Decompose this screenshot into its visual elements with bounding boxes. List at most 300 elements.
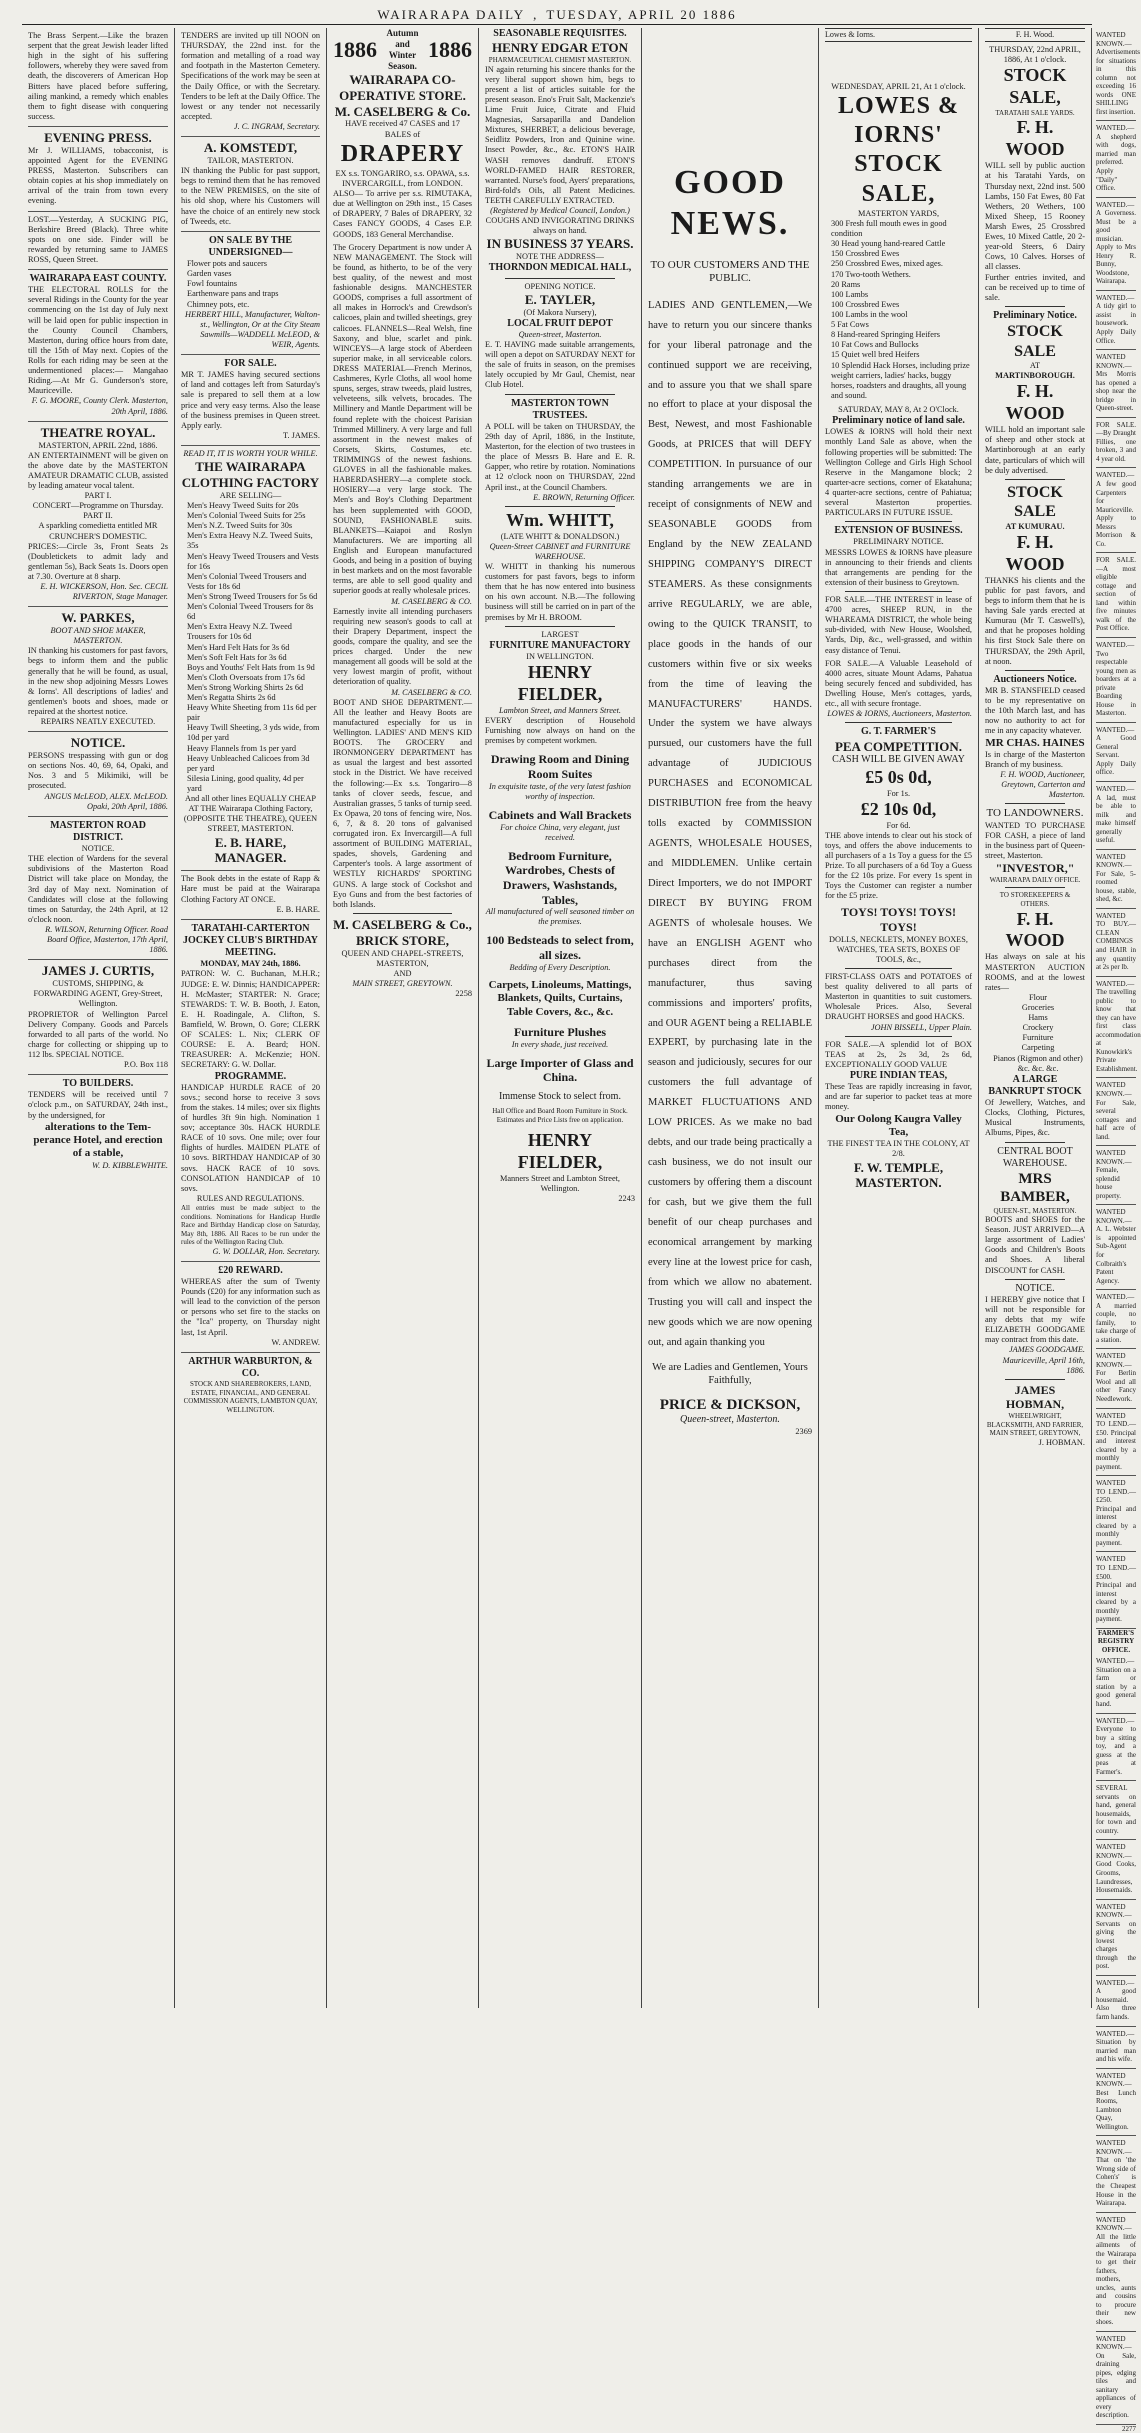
- pure-teas: PURE INDIAN TEAS,: [849, 1070, 948, 1082]
- theatre-prices: PRICES:—Circle 3s, Front Seats 2s (Doubletickets to admit lady and gentleman 5s), Back Seats 1s. Doors open at 7.30. Overture at 8 sharp.: [28, 541, 168, 581]
- whitt-title: Wm. WHITT,: [506, 509, 614, 530]
- curtis-ad: [28, 960, 168, 1075]
- road-body: THE election of Wardens for the several subdivisions of the Masterton Road District will take place on Monday, the 3rd day of May next. Nomination of Candidates will close at the following times on Saturday, the 24th April, at 12 o'clock noon.: [28, 854, 168, 924]
- taylor-title: E. TAYLER,: [524, 291, 596, 307]
- haines-body: Is in charge of the Masterton Branch of my business.: [985, 749, 1085, 770]
- wood-date: THURSDAY, 22nd APRIL, 1886, At 1 o'clock.: [989, 44, 1081, 64]
- pea-body: THE above intends to clear out his stock of toys, and offers the above inducements to all purchasers of a 1s Toy a guess for the £5 Prize. To all purchasers of a 6d Toy a Guess for the £2 10s prize. For every 1s spent in Toys the Customer can register a number for the £5 prize.: [825, 830, 972, 901]
- farmer-title: G. T. FARMER'S: [860, 726, 936, 738]
- plushes-title: Furniture Plushes: [513, 1025, 607, 1040]
- stock-title: Immense Stock to select from.: [499, 1091, 621, 1103]
- wanted-item: WANTED KNOWN.—Advertisements for situations in this column not exceeding 16 words ONE SHILLING first insertion.: [1096, 28, 1136, 121]
- wanted-item: WANTED.—A Good General Servant. Apply Daily office.: [1096, 723, 1136, 782]
- wood-stock-3: STOCK SALE: [1007, 483, 1063, 521]
- wood-body-2: WILL hold an important sale of sheep and other stock at Martinborough at an early date, particulars of which will be duly advertised.: [985, 425, 1085, 475]
- wanted-item: WANTED.—A married couple, no family, to take charge of a station.: [1096, 1290, 1136, 1349]
- bankrupt-body: Of Jewellery, Watches, and Clocks, Clothing, Pictures, Musical Instruments, Albums, Pipes, &c.: [985, 1098, 1085, 1138]
- cabinets-sub: For choice China, very elegant, just received.: [500, 822, 620, 842]
- landowners-title: TO LANDOWNERS.: [986, 807, 1084, 820]
- thorndon-hall: THORNDON MEDICAL HALL,: [488, 262, 632, 274]
- builders-body: TENDERS will be received until 7 o'clock p.m., on SATURDAY, 24th inst., by the undersigned, for: [28, 1090, 168, 1120]
- extension-body: MESSRS LOWES & IORNS have pleasure in announcing to their friends and clients that arrangements are pending for the extension of their business to Greytown.: [825, 547, 972, 587]
- plushes-sub: In every shade, just received.: [511, 1039, 609, 1049]
- wanted-item: WANTED.—The travelling public to know that they can have first class accommodation at Kunowkirk's Private Establishment.: [1096, 977, 1136, 1079]
- factory-item: Silesia Lining, good quality, 4d per yard: [187, 773, 304, 794]
- factory-item: Men's Colonial Tweed Suits for 25s: [187, 511, 306, 521]
- lot-item: 8 Hand-reared Springing Heifers: [831, 330, 940, 340]
- potatoes-body: FIRST-CLASS OATS and POTATOES of best quality delivered to all parts of Masterton in quantities to suit customers. Wholesale Prices. Also, Several DRAUGHT HORSES and good HACKS.: [825, 972, 972, 1022]
- pottery-sign: HERBERT HILL, Manufacturer, Walton-st., Wellington, Or at the City Steam Sawmills—WADDELL McLEOD, & WEIR, Agents.: [185, 309, 320, 349]
- wanted-item: SEVERAL servants on hand, general housemaids, for town and country.: [1096, 1781, 1136, 1840]
- wood-at-3: AT KUMURAU.: [1005, 521, 1065, 531]
- wood-place: TARATAHI SALE YARDS.: [995, 108, 1075, 117]
- brass-serpent-text: The Brass Serpent.—Like the brazen serpent that the great Jewish leader lifted high in the sight of his suffering followers, whereby they were saved from death, the discoverers of American Hop Bitters have placed before suffering, ailing mankind, a remedy which enables them to fight disease with conquering success.: [28, 31, 168, 121]
- divider: [845, 521, 952, 522]
- wood-firm: F. H. WOOD: [1005, 117, 1065, 160]
- tender-body: TENDERS are invited up till NOON on THURSDAY, the 22nd inst. for the formation and metalling of a road way and footpath in the Masterton Cemetery. Specifications of the work may be seen at the Daily Office, or with the Secretary. Tenders to be left at the Daily Office. The lowest or any tender not necessarily accepted.: [181, 31, 320, 121]
- hobman-sign: J. HOBMAN.: [1038, 1437, 1085, 1447]
- wood-body-4: Has always on sale at his MASTERTON AUCTION ROOMS, and at the lowest rates—: [985, 952, 1085, 992]
- curtis-body: PROPRIETOR of Wellington Parcel Delivery Company. Goods and Parcels forwarded to all parts of the world. No charge for collecting or shipping up to 112 lbs. SPECIAL NOTICE.: [28, 1009, 168, 1059]
- wanted-number: 2277: [1122, 2424, 1136, 2433]
- wanted-item: WANTED KNOWN.—That on 'the Wrong side of Cohen's' is the Cheapest House in the Wairarapa.: [1096, 2136, 1136, 2212]
- prize-1: £5 0s 0d,: [865, 766, 932, 787]
- lot-item: 150 Crossbred Ewes: [831, 249, 900, 259]
- theatre-body: AN ENTERTAINMENT will be given on the above date by the MASTERTON AMATEUR DRAMATIC CLUB, assisted by leading amateur vocal talent.: [28, 450, 168, 490]
- warburton-body: STOCK AND SHAREBROKERS, LAND, ESTATE, FINANCIAL, AND GENERAL COMMISSION AGENTS, LAMBTON QUAY, WELLINGTON.: [183, 1380, 318, 1414]
- coop-firm: M. CASELBERG & Co.: [334, 103, 471, 119]
- brick-number: 2258: [455, 989, 472, 999]
- haines-title: MR CHAS. HAINES: [985, 736, 1085, 749]
- for-sale-title: FOR SALE.: [224, 358, 277, 370]
- komstedt-body: IN thanking the Public for past support, begs to remind them that he has removed to the NEW PREMISES, on the site of his old shop, where his Customers will have the choice of an entirely new stock of Tweeds, etc.: [181, 166, 320, 226]
- theatre-sign: E. H. WICKERSON, Hon. Sec. CECIL RIVERTON, Stage Manager.: [40, 582, 168, 602]
- prize-2-sub: For 6d.: [886, 820, 911, 830]
- factory-item: Men's Colonial Tweed Trousers and Vests for 18s 6d: [187, 571, 307, 591]
- hobman-addr: MAIN STREET, GREYTOWN,: [989, 1429, 1081, 1438]
- lot-item: 30 Head young hand-reared Cattle: [831, 239, 946, 249]
- whitt-body: W. WHITT in thanking his numerous customers for past favors, begs to inform them that he has now entered into business on his own account. N.B.—The following business will still be carried on in part of the premises by Mr H. BROOM.: [485, 562, 635, 622]
- depot-addr: Queen-street, Masterton.: [518, 329, 602, 339]
- investor-title: "INVESTOR,": [995, 861, 1075, 876]
- jockey-officers: PATRON: W. C. Buchanan, M.H.R.; JUDGE: E. W. Dinnis; HANDICAPPER: H. McMaster; STARTER: N. Grace; STEWARDS: T. W. B. Booth, J. Eaton, E. H. Roadingale, A. Clifton, S. Bamfield, W. Brown, O. Gore; CLERK OF SCALES: L. Nix; CLERK OF COURSE: E. A. Beard; HON. TREASURER: A. McKenzie; HON. SECRETARY: G. W. Dollar.: [181, 969, 320, 1070]
- wanted-item: FOR SALE.—A most eligible cottage and section of land within five minutes walk of the Post Office.: [1096, 553, 1136, 638]
- wanted-item: WANTED.—Everyone to buy a sitting toy, and a guess at the peas at Farmer's.: [1096, 1714, 1136, 1782]
- factory-item: Heavy Twill Sheeting, 3 yds wide, from 10d per yard: [187, 723, 320, 743]
- cemetery-tender: [181, 28, 320, 137]
- factory-item: Men's N.Z. Tweed Suits for 30s: [187, 521, 293, 531]
- masthead-title: WAIRARAPA DAILY: [377, 7, 526, 22]
- registry-title: FARMER'S REGISTRY OFFICE.: [1097, 1628, 1135, 1654]
- estimates-line: Estimates and Price Lists free on application.: [496, 1115, 624, 1124]
- parkes-repairs: REPAIRS NEATLY EXECUTED.: [40, 717, 156, 727]
- clothing-factory-ad: [181, 446, 320, 871]
- eton-body: IN again returning his sincere thanks for the very liberal support shown him, begs to present a list of articles suitable for the present season. Eno's Fruit Salt, Mackenzie's Lime Fruit Juice, Citrate and Fluid Magnesias, Sarsaparilla and Dandelion Mixtures, SHERBET, a delicious beverage, Seidlitz Powders, Iron and Quinine wine. Insect Powder, &c., &c. ETON'S HAIR WASH removes dandruff. ETON'S WORLD-FAMED HAIR RESTORER, warranted. Nurse's food, Ayers' preparations, Bird-fold's Oils, all Patent Medicines. TEETH CAREFULLY EXTRACTED.: [485, 64, 635, 205]
- largest-label: LARGEST: [541, 629, 579, 639]
- eton-cough: COUGHS AND INVIGORATING DRINKS always on hand.: [485, 216, 635, 236]
- goods-item: Pianos (Rigmon and other): [993, 1053, 1083, 1063]
- teas-title: FOR SALE.—A splendid lot of BOX TEAS at 2s, 2s 3d, 2s 6d, EXCEPTIONALLY GOOD VALUE: [825, 1039, 972, 1069]
- trespass-sign: ANGUS McLEOD, ALEX. McLEOD. Opaki, 20th April, 1886.: [44, 791, 168, 811]
- wanted-item: WANTED.—A good housemaid. Also three farm hands.: [1096, 1976, 1136, 2027]
- good-news-sign: PRICE & DICKSON,: [659, 1397, 801, 1414]
- theatre-date: MASTERTON, APRIL 22nd, 1886.: [38, 440, 158, 450]
- wanted-item: WANTED.—A shepherd with dogs, married man preferred. Apply "Daily" Office.: [1096, 121, 1136, 197]
- bamber-body: BOOTS and SHOES for the Season. JUST ARRIVED—A large assortment of Ladies' Goods and Children's Boots and Shoes. A liberal DISCOUNT for CASH.: [985, 1215, 1085, 1275]
- lowes-header: [825, 28, 972, 42]
- drawing-title: Drawing Room and Dining Room Suites: [490, 752, 630, 782]
- orders-line: Hall Office and Board Room Furniture in Stock.: [492, 1107, 628, 1116]
- trespass-notice: [28, 732, 168, 817]
- whitt-trade: Queen-Street CABINET and FURNITURE WAREHOUSE.: [489, 541, 631, 561]
- reward-title: £20 REWARD.: [218, 1264, 283, 1276]
- curtis-title: JAMES J. CURTIS,: [41, 963, 155, 979]
- wanted-item: WANTED TO LEND.—£500. Principal and interest cleared by a monthly payment.: [1096, 1552, 1136, 1628]
- wanted-item: WANTED KNOWN.—All the little ailments of the Wairarapa to get their fathers, mothers, uncles, aunts and cousins to procure their new shoes.: [1096, 2213, 1136, 2332]
- extension-sub: PRELIMINARY NOTICE.: [853, 537, 944, 547]
- prelim-body: LOWES & IORNS will hold their next monthly Land Sale as above, when the following properties will be submitted: The Wellington College and Girls High School Reserve in the Mangamone block; 2 quarter-acre sections, corner of Ekatahuna; 4 quarter-acre sections, centre of Pahiatua; several Masterton properties. PARTICULARS IN FUTURE ISSUE.: [825, 427, 972, 518]
- fielder-foot-town: Wellington.: [540, 1184, 580, 1194]
- pottery-item: Chimney pots, etc.: [187, 299, 250, 309]
- drawing-sub: In exquisite taste, of the very latest fashion worthy of inspection.: [489, 781, 631, 801]
- pottery-item: Earthenware pans and traps: [187, 289, 279, 299]
- wood-stock-2: STOCK SALE: [1007, 323, 1063, 360]
- goods-item: Flour: [1029, 992, 1047, 1002]
- wood-body-end: Further entries invited, and can be received up to time of sale.: [985, 272, 1085, 302]
- pottery-item: Fowl fountains: [187, 279, 238, 289]
- wanted-item: WANTED KNOWN.—A. L. Webster is appointed Sub-Agent for Colbraith's Patent Agency.: [1096, 1205, 1136, 1290]
- column-2: [175, 28, 327, 2008]
- hobman-title: JAMES HOBMAN,: [1005, 1382, 1065, 1412]
- factory-item: Men's Regatta Shirts 2s 6d: [187, 693, 276, 703]
- hare-body: The Book debts in the estate of Rapp & Hare must be paid at the Wairarapa Clothing Factory AT ONCE.: [181, 874, 320, 904]
- good-news-close: We are Ladies and Gentlemen, Yours Faithfully,: [652, 1362, 808, 1387]
- theatre-concert: CONCERT—Programme on Thursday.: [32, 501, 164, 511]
- lowes-saturday: SATURDAY, MAY 8, At 2 O'Clock.: [838, 405, 959, 414]
- factory-item: Men's Extra Heavy N.Z. Tweed Suits, 35s: [187, 531, 313, 551]
- masthead-date: TUESDAY, APRIL 20 1886: [546, 7, 737, 22]
- lowes-lot-list: [825, 219, 972, 401]
- lowes-place: MASTERTON YARDS,: [857, 208, 940, 218]
- potatoes-sign: JOHN BISSELL, Upper Plain.: [870, 1022, 972, 1032]
- reward-sign: W. ANDREW.: [271, 1337, 320, 1347]
- depot-body: E. T. HAVING made suitable arrangements, will open a depot on SATURDAY NEXT for the sale of fruits in season, on the premises lately occupied by Mr Gaul, Chemist, near Club Hotel.: [485, 339, 635, 390]
- jockey-club-ad: [181, 920, 320, 1262]
- wanted-item: WANTED TO LEND.—£250. Principal and interest cleared by a monthly payment.: [1096, 1476, 1136, 1552]
- fielder-addr: Lambton Street, and Manners Street.: [499, 706, 621, 716]
- leasehold-body: FOR SALE.—A Valuable Leasehold of 4000 acres, situate Mount Adams, Pahatua being securely fenced and subdivided, has Dwelling House, Men's cottages, yards, etc., all with secure frontage.: [825, 658, 972, 709]
- hare-sign: E. B. HARE.: [276, 904, 320, 914]
- wanted-item: WANTED KNOWN.—Servants on giving the lowest charges through the post.: [1096, 1900, 1136, 1976]
- divider: [353, 913, 452, 914]
- factory-item: Men's Cloth Oversoats from 17s 6d: [187, 672, 305, 682]
- goods-item: Furniture: [1022, 1033, 1054, 1043]
- evening-press-body: Mr J. WILLIAMS, tobacconist, is appointed Agent for the EVENING PRESS, Masterton. Subscribers can obtain copies at his shop immediately on arrival of the train from town every evening.: [28, 145, 168, 206]
- factory-item: Heavy Flannels from 1s per yard: [187, 743, 296, 753]
- rules-body: All entries must be made subject to the conditions. Nominations for Handicap Hurdle Race and Birthday Handicap close on Saturday, May 8th, 1886. All Races to be run under the rules of the Wellington Racing Club.: [181, 1204, 320, 1247]
- wood-header: [985, 28, 1085, 42]
- town-title: MASTERTON TOWN TRUSTEES.: [511, 397, 609, 421]
- curtis-sub: CUSTOMS, SHIPPING, & FORWARDING AGENT, Grey-Street, Wellington.: [33, 979, 163, 1009]
- parkes-body: IN thanking his customers for past favors, begs to inform them and the public generally that he will be found, as usual, in the new shop adjoining Messrs Lowes & Iorns'. All descriptions of ladies' and gentlemen's boots and shoes, made or repaired at the shortest notice.: [28, 646, 168, 716]
- eton-reg: (Registered by Medical Council, London.): [490, 206, 630, 216]
- rules-sign: G. W. DOLLAR, Hon. Secretary.: [212, 1246, 320, 1256]
- divider: [845, 722, 952, 723]
- column-7: [979, 28, 1092, 2008]
- brick-title: BRICK STORE,: [356, 932, 449, 948]
- pure-body: These Teas are rapidly increasing in favor, and are far superior to packet teas at more money.: [825, 1082, 972, 1112]
- warburton-title: ARTHUR WARBURTON, & CO.: [188, 1355, 313, 1379]
- fielder-foot-addr: Manners Street and Lambton Street,: [499, 1174, 621, 1184]
- wanted-list: [1096, 28, 1141, 1629]
- goods-list: [985, 993, 1085, 1074]
- komstedt-ad: [181, 137, 320, 232]
- goodgame-body: I HEREBY give notice that I will not be responsible for any debts that my wife ELIZABETH GOODGAME may contract from this date.: [985, 1294, 1085, 1345]
- warburton-ad: [181, 1353, 320, 1419]
- parkes-sub: BOOT AND SHOE MAKER, MASTERTON.: [50, 626, 146, 646]
- brass-serpent-ad: [28, 28, 168, 127]
- wanted-item: WANTED.—Situation on a farm or station by a good general hand.: [1096, 1654, 1136, 1713]
- haines-sign: F. H. WOOD, Auctioneer, Greytown, Carterton and Masterton.: [1000, 770, 1085, 800]
- storekeepers-title: TO STOREKEEPERS & OTHERS.: [999, 891, 1071, 908]
- good-news-addr: Queen-street, Masterton.: [680, 1414, 780, 1426]
- land-body: WANTED TO PURCHASE FOR CASH, a piece of land in the business part of Queen-street, Masterton.: [985, 820, 1085, 861]
- wanted-item: WANTED KNOWN.—Mrs Morris has opened a shop near the bridge in Queen-street.: [1096, 350, 1136, 418]
- county-sign: F. G. MOORE, County Clerk. Masterton, 20th April, 1886.: [31, 396, 168, 416]
- opening-notice: OPENING NOTICE.: [524, 281, 596, 291]
- brick-firm: M. CASELBERG & Co.,: [333, 916, 472, 932]
- factory-item: Heavy White Sheeting from 11s 6d per pair: [187, 703, 317, 723]
- divider: [1005, 479, 1065, 480]
- goods-item: Hams: [1028, 1013, 1048, 1023]
- factory-item: Men's Strong Tweed Trousers for 5s 6d: [187, 591, 318, 601]
- toys-line: TOYS! TOYS! TOYS! TOYS!: [841, 905, 956, 935]
- hare-debts-ad: [181, 871, 320, 919]
- eton-title: HENRY EDGAR ETON: [491, 40, 629, 56]
- theatre-part2: PART II.: [83, 511, 113, 521]
- goodgame-sign: JAMES GOODGAME. Mauriceville, April 16th, 1886.: [1002, 1345, 1085, 1375]
- masthead: [22, 6, 1092, 25]
- komstedt-title: A. KOMSTEDT,: [203, 140, 298, 156]
- programme-body: HANDICAP HURDLE RACE of 20 sovs.; second horse to receive 3 sovs from the stakes. 14 miles; over six flights of hurdles 3ft 9in high. Nomination 1 sov; acceptance 30s. HACK HURDLE RACE of 10 sovs. One mile; over four flights of hurdles. MAIDEN PLATE of 10 sovs. BIRTHDAY HANDICAP of 30 sovs. HACK RACE of 10 sovs. CONSOLATION HANDICAP of 10 sovs.: [181, 1082, 320, 1193]
- coop-body-2: Earnestly invite all intending purchasers requiring new season's goods to call at their Drapery Department, inspect the goods, compare the quality, and see the prices charged. Under the new management all goods will be sold at the very lowest margin of profit, without deterioration of quality.: [333, 606, 472, 687]
- wood-firm-3: F. H. WOOD: [1005, 531, 1065, 574]
- factory-cheap: And all other lines EQUALLY CHEAP AT THE Wairarapa Clothing Factory, (OPPOSITE THE THEATRE), QUEEN STREET, MASTERTON.: [183, 794, 318, 834]
- extension-title: EXTENSION OF BUSINESS.: [834, 525, 963, 537]
- wanted-item: WANTED TO LEND.—£50. Principal and interest cleared by a monthly payment.: [1096, 1409, 1136, 1477]
- goods-item: Crockery: [1022, 1023, 1054, 1033]
- coop-received: HAVE received 47 CASES and 17 BALES of: [345, 119, 460, 139]
- wanted-item: WANTED KNOWN.—For Sale, 5-roomed house, stable, shed, &c.: [1096, 850, 1136, 909]
- whitt-sub: (LATE WHITT & DONALDSON.): [500, 531, 620, 541]
- wanted-item: WANTED.—A few good Carpenters for Mauriceville. Apply to Messrs Morrison & Co.: [1096, 468, 1136, 553]
- divider: [1005, 1379, 1065, 1380]
- tender-sign: J. C. INGRAM, Secretary.: [233, 121, 320, 131]
- prelim-title: Preliminary notice of land sale.: [832, 415, 965, 427]
- town-body: A POLL will be taken on THURSDAY, the 29th day of April, 1886, in the Institute, Masterton, for the election of two trustees in the place of Messrs B. Hare and E. R. Gapper, who retire by rotation. Nominations at 12 o'clock noon on THURSDAY, 22nd April inst., at the Council Chambers.: [485, 421, 635, 492]
- lowes-header-label: Lowes & Iorns.: [825, 30, 875, 39]
- coop-ex: EX s.s. TONGARIRO, s.s. OPAWA, s.s. INVERCARGILL, from LONDON.: [335, 168, 470, 189]
- factory-item: Men's Soft Felt Hats for 3s 6d: [187, 652, 287, 662]
- lost-pig-ad: LOST.—Yesterday, A SUCKING PIG, Berkshire Breed (Black). Three white spots on one side. Finder will be rewarded by returning same to JAMES ROSS, Queen Street.: [28, 212, 168, 271]
- wood-body: WILL sell by public auction at his Taratahi Yards, on Thursday next, 22nd inst. 500 Lambs, 150 Fat Ewes, 80 Fat Wethers, 20 Wethers, 100 Mixed Sheep, 15 Rooney Marsh Ewes, 25 Crossbred Ewes, 10 Mixed Cattle, 20 2-year-old Steers, 6 Dairy Cows, 10 Calves. Horses of all classes.: [985, 161, 1085, 272]
- column-8: [1092, 28, 1141, 2433]
- lot-item: 100 Lambs: [831, 289, 869, 299]
- goods-item: &c. &c. &c.: [1017, 1063, 1059, 1073]
- parkes-title: W. PARKES,: [61, 610, 135, 626]
- wood-prelim: Preliminary Notice.: [993, 309, 1077, 321]
- pottery-item: Flower pots and saucers: [187, 259, 267, 269]
- eton-sub: PHARMACEUTICAL CHEMIST MASTERTON.: [488, 56, 632, 65]
- column-5: [642, 28, 819, 2008]
- season-year-right: 1886: [428, 36, 472, 62]
- business-note: NOTE THE ADDRESS—: [516, 252, 604, 262]
- divider: [1005, 803, 1065, 804]
- goods-item: Groceries: [1021, 1002, 1055, 1012]
- brick-addr-2: MAIN STREET, GREYTOWN.: [352, 978, 453, 988]
- divider: [1005, 1142, 1065, 1143]
- season-year-left: 1886: [333, 36, 377, 62]
- good-news-heading: GOOD NEWS.: [670, 164, 790, 243]
- factory-item: Men's Heavy Tweed Trousers and Vests for 16s: [187, 551, 319, 571]
- bamber-addr: QUEEN-ST., MASTERTON.: [993, 1206, 1077, 1215]
- county-body: THE ELECTORAL ROLLS for the several Ridings in the County for the year commencing on the 1st day of July next will be laid open for public inspection in the County Council Chambers, Masterton, during office hours from date, till the 15th of May next. Copies of the Rolls for each riding may be seen at the undermentioned places:— Mangahao Riding.—At Mr G. Gunderson's store, Mauriceville.: [28, 285, 168, 396]
- wanted-item: WANTED KNOWN.—For Berlin Wool and all other Fancy Needlework.: [1096, 1349, 1136, 1408]
- factory-item: Men's Extra Heavy N.Z. Tweed Trousers for 10s 6d: [187, 622, 292, 642]
- lot-item: 100 Crossbred Ewes: [831, 299, 900, 309]
- wanted-item: WANTED KNOWN.—Best Lunch Rooms, Lambton Quay, Wellington.: [1096, 2069, 1136, 2137]
- factory-list: [181, 501, 320, 794]
- good-news-to: TO OUR CUSTOMERS AND THE PUBLIC.: [650, 258, 810, 285]
- factory-selling: ARE SELLING—: [219, 490, 282, 500]
- reward-ad: [181, 1262, 320, 1353]
- oolong-body: THE FINEST TEA IN THE COLONY, AT 2/8.: [827, 1139, 970, 1159]
- wanted-item: WANTED KNOWN.—Female, splendid house property.: [1096, 1146, 1136, 1205]
- programme-title: PROGRAMME.: [214, 1070, 287, 1082]
- masthead-separator: ,: [533, 7, 539, 22]
- road-district-notice: [28, 817, 168, 961]
- county-title: WAIRARAPA EAST COUNTY.: [29, 273, 167, 285]
- spacer: [648, 28, 812, 148]
- prize-2: £2 10s 0d,: [860, 798, 937, 819]
- season-label: Autumn and Winter Season.: [386, 28, 419, 71]
- divider: [505, 278, 615, 279]
- fielder-number: 2243: [618, 1194, 635, 1204]
- for-sale-ad: [181, 355, 320, 446]
- prize-1-sub: For 1s.: [886, 788, 911, 798]
- divider: [845, 591, 952, 592]
- seasonable-title: SEASONABLE REQUISITES.: [493, 28, 627, 39]
- business-title: IN BUSINESS 37 YEARS.: [486, 236, 634, 252]
- evening-press-title: EVENING PRESS.: [44, 129, 152, 145]
- lot-item: 100 Lambs in the wool: [831, 310, 908, 320]
- coop-title: WAIRARAPA CO-OPERATIVE STORE.: [339, 71, 466, 103]
- lot-item: 300 Fresh full mouth ewes in good condition: [831, 219, 947, 239]
- lot-item: 5 Fat Cows: [831, 320, 869, 330]
- goodgame-title: NOTICE.: [1015, 1282, 1055, 1294]
- theatre-ad: [28, 422, 168, 608]
- jockey-date: MONDAY, MAY 24th, 1886.: [200, 959, 301, 969]
- bedding-label: Bedding of Every Description.: [509, 962, 611, 972]
- bedroom-title: Bedroom Furniture, Wardrobes, Chests of Drawers, Washstands, Tables,: [502, 848, 618, 907]
- wood-place-2: MARTINBOROUGH.: [995, 371, 1075, 381]
- evening-press-ad: [28, 127, 168, 212]
- furniture-sub: IN WELLINGTON.: [526, 652, 594, 661]
- factory-item: Men's Heavy Tweed Suits for 20s: [187, 500, 299, 510]
- lot-item: 15 Quiet well bred Heifers: [831, 350, 920, 360]
- for-sale-body: MR T. JAMES having secured sections of land and cottages left from Saturday's sale is prepared to sell them at a low price and very easy terms. Also the lease of the business premises in Queen street. Apply early.: [181, 370, 320, 430]
- divider: [1005, 887, 1065, 888]
- auct-title: Auctioneers Notice.: [993, 673, 1077, 685]
- carpets-title: Carpets, Linoleums, Mattings, Blankets, Quilts, Curtains, Table Covers, &c., &c.: [488, 978, 632, 1018]
- builders-title: TO BUILDERS.: [62, 1078, 134, 1090]
- fielder-body: EVERY description of Household Furnishing now always on hand on the premises by competent workmen.: [485, 716, 635, 746]
- road-sub: NOTICE.: [81, 844, 115, 854]
- divider: [505, 394, 615, 395]
- jockey-title: TARATAHI-CARTERTON JOCKEY CLUB'S BIRTHDAY MEETING.: [182, 922, 319, 959]
- factory-item: Men's Hard Felt Hats for 3s 6d: [187, 642, 290, 652]
- curtis-sign: P.O. Box 118: [124, 1060, 168, 1070]
- good-news-body: LADIES AND GENTLEMEN,—We have to return you our sincere thanks for your liberal patronage and the continued support we are receiving, and to assure you that we shall spare no effort to place at your disposal the Best, Newest, and most Fashionable Goods, at PRICES that will DEFY COMPETITION. In pursuance of our standing arrangements we are in receipt of consignments of NEW and SEASONABLE GOODS from England by the NEW ZEALAND SHIPPING COMPANY'S DIRECT STEAMERS. As these consignments arrive REGULARLY, we are able, owing to the QUICK TRANSIT, to place goods in the hands of our customers within five or six weeks from the time of leaving the MANUFACTURERS' HANDS. Under the system we have always pursued, our customers have the full advantage of JUDICIOUS PURCHASES and ECONOMICAL DISTRIBUTION free from the heavy tolls exacted by COMMISSION AGENTS, WHOLESALE HOUSES, and MIDDLEMEN. Unlike certain Direct Importers, we do not IMPORT DIRECT BY BUYING FROM AGENTS of wholesale houses. We have an ENGLISH AGENT who purchases direct from the manufacturer, thus saving commissions and importers' profits, and OUR AGENT being a RELIABLE EXPERT, by purchasing late in the season and judiciously, secures for our customers the full advantage of MARKET FLUCTUATIONS AND LOW PRICES. As we make no bad debts, and our trade being practically a cash business, we do not insult our customers by offering them a discount for cash, but we give them the full benefit of our cheap purchases and economical arrangement by marking every line at the lowest price for cash, from which we allow no abatement. Trusting you will call and inspect the new goods which we are now opening out, and again thanking you: [648, 299, 812, 1348]
- lot-item: 10 Splendid Hack Horses, including prize weight carriers, ladies' hacks, buggy horses, roadsters and draughts, all young and sound.: [831, 360, 970, 400]
- road-title: MASTERTON ROAD DISTRICT.: [50, 819, 146, 843]
- wanted-list-2: [1096, 1654, 1136, 2425]
- factory-item: Men's Colonial Tweed Trousers for 8s 6d: [187, 602, 314, 622]
- road-sign: R. WILSON, Returning Officer. Road Board Office, Masterton, 17th April, 1886.: [45, 924, 168, 955]
- read-line: READ IT, IT IS WORTH YOUR WHILE.: [183, 449, 318, 459]
- wood-body-3: THANKS his clients and the public for past favors, and begs to inform them that he is having Sale yards erected at Kumurau (Mr T. Caswell's), and that he proposes holding his first Stock Sale there on THURSDAY, the 29th April, at noon.: [985, 575, 1085, 666]
- column-1: [22, 28, 175, 2008]
- wanted-item: FOR SALE.—By Draught Fillies, one broken, 3 and 4 year old.: [1096, 418, 1136, 469]
- lowes-firm: LOWES & IORNS' STOCK SALE,: [837, 92, 960, 207]
- season-banner: [333, 28, 472, 72]
- column-3: [327, 28, 479, 2008]
- builders-big: alterations to the Tem-perance Hotel, and erection of a stable,: [33, 1120, 163, 1160]
- cash-title: CASH WILL BE GIVEN AWAY: [832, 754, 965, 766]
- wanted-item: WANTED.—A Governess. Must be a good musician. Apply to Mrs Henry R. Bunny, Woodstone, Wairarapa.: [1096, 198, 1136, 291]
- parkes-ad: [28, 607, 168, 732]
- town-sign: E. BROWN, Returning Officer.: [533, 492, 635, 502]
- brick-and: AND: [393, 968, 412, 978]
- glass-title: Large Importer of Glass and China.: [486, 1055, 634, 1085]
- wood-stock-sale: STOCK SALE,: [1003, 64, 1067, 107]
- furniture-title: FURNITURE MANUFACTORY: [489, 639, 631, 651]
- rules-title: RULES AND REGULATIONS.: [196, 1193, 305, 1203]
- divider: [1005, 670, 1065, 671]
- divider: [1005, 306, 1065, 307]
- wood-at: AT: [1029, 361, 1041, 371]
- fielder-foot: HENRY FIELDER,: [517, 1130, 603, 1173]
- factory-title: THE WAIRARAPA CLOTHING FACTORY: [181, 459, 320, 490]
- depot-title: LOCAL FRUIT DEPOT: [507, 317, 613, 329]
- pottery-title: ON SALE BY THE UNDERSIGNED—: [208, 234, 293, 258]
- divider: [505, 626, 615, 627]
- wanted-item: WANTED KNOWN.—On Sale, draining pipes, edging tiles and sanitary appliances of every description.: [1096, 2332, 1136, 2425]
- builders-sign: W. D. KIBBLEWHITE.: [92, 1160, 168, 1170]
- cabinets-title: Cabinets and Wall Brackets: [488, 807, 632, 822]
- taylor-sub: (Of Makora Nursery),: [523, 307, 597, 317]
- wanted-item: WANTED.—Two respectable young men as boarders at a private Boarding House in Masterton.: [1096, 638, 1136, 723]
- wanted-item: WANTED.—A lad, must be able to milk and make himself generally useful.: [1096, 782, 1136, 850]
- bedroom-sub: All manufactured of well seasoned timber on the premises.: [485, 907, 635, 927]
- column-6: [819, 28, 979, 2008]
- pea-title: PEA COMPETITION.: [834, 738, 963, 754]
- lot-item: 250 Crossbred Ewes, mixed ages.: [831, 259, 943, 269]
- column-4: [479, 28, 642, 2008]
- pottery-sale-ad: [181, 232, 320, 355]
- dolls-line: DOLLS, NECKLETS, MONEY BOXES, WATCHES, TEA SETS, BOXES OF TOOLS, &c.,: [829, 934, 968, 964]
- coop-body-3: BOOT AND SHOE DEPARTMENT.—All the leather and Heavy Boots are manufactured especially for us in Wellington. LADIES' AND MEN'S KID BOOTS. The GROCERY and IRONMONGERY DEPARTMENT has as usual the largest and best assorted stock in the District. We have received the following:—Ex s.s. Tongariro—8 tanks of clover seeds, fescue, and Australian grasses, 5 tanks of turnip seed. Ex Opawa, 20 tons of fencing wire, Nos. 6, 7, & 8. 20 tons of galvanised corrugated iron. Ex Invercargill—A full assortment of BUILDING MATERIAL, spades, shovels, Gardening and Carpenter's tools. A large assortment of WESTLY RICHARDS' SPORTING GUNS. A large stock of Cockshot and Eyo Guns and from the best factories of both Islands.: [333, 697, 472, 909]
